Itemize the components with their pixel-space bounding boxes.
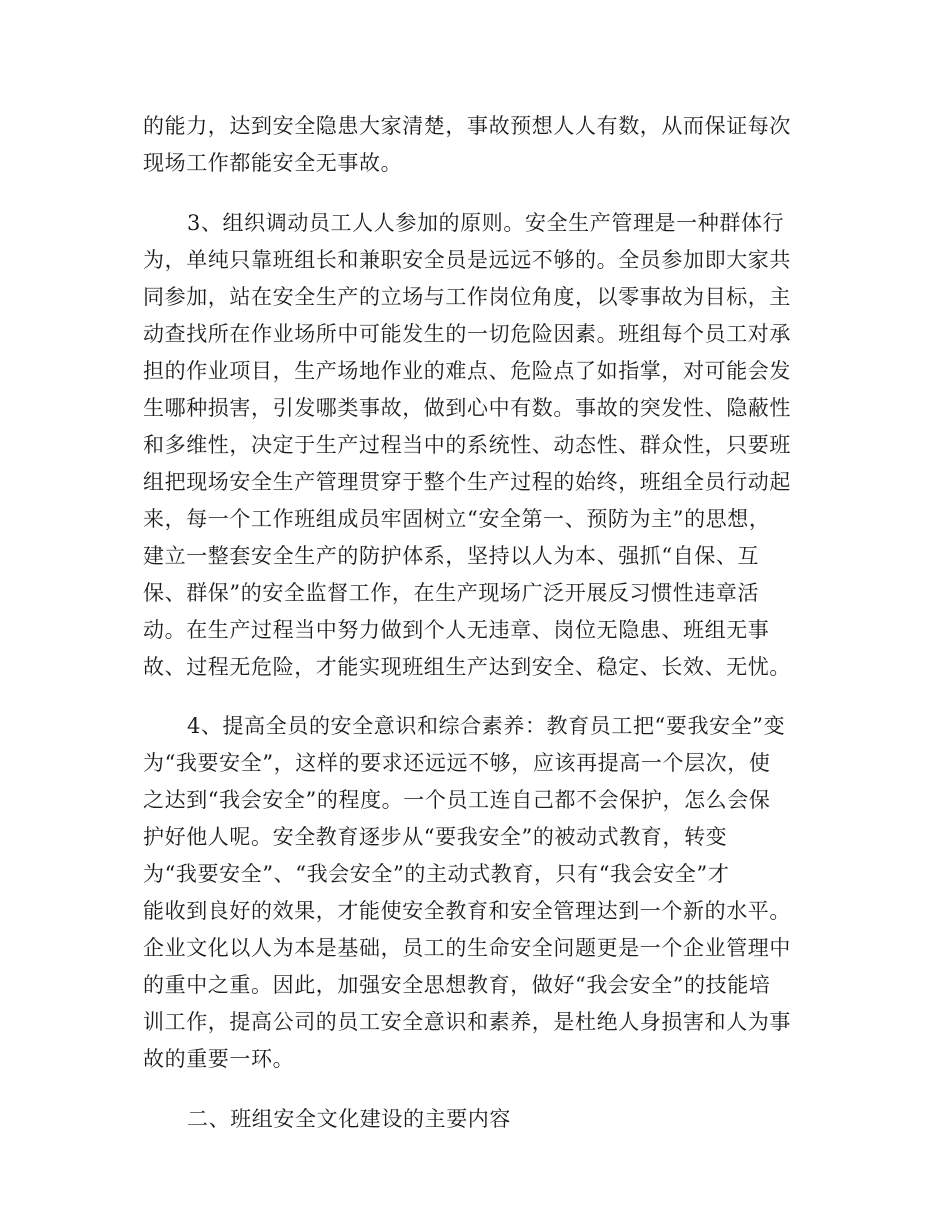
paragraph-line: 企业文化以人为本是基础，员工的生命安全问题更是一个企业管理中: [143, 936, 791, 960]
paragraph-line: 故的重要一环。: [143, 1047, 295, 1071]
paragraph-line: 动。在生产过程当中努力做到个人无违章、岗位无隐患、班组无事: [143, 618, 770, 642]
paragraph-line: 组把现场安全生产管理贯穿于整个生产过程的始终，班组全员行动起: [143, 470, 791, 494]
paragraph-line: 为“我要安全”，这样的要求还远远不够，应该再提高一个层次，使: [143, 751, 771, 775]
paragraph-line: 能收到良好的效果，才能使安全教育和安全管理达到一个新的水平。: [143, 899, 791, 923]
section-heading: 二、班组安全文化建设的主要内容: [187, 1107, 511, 1131]
paragraph-line: 来，每一个工作班组成员牢固树立“安全第一、预防为主”的思想，: [143, 507, 771, 531]
paragraph-line: 动查找所在作业场所中可能发生的一切危险因素。班组每个员工对承: [143, 322, 791, 346]
paragraph-line: 现场工作都能安全无事故。: [143, 151, 403, 175]
paragraph-line: 和多维性，决定于生产过程当中的系统性、动态性、群众性，只要班: [143, 433, 791, 457]
paragraph-line: 训工作，提高公司的员工安全意识和素养，是杜绝人身损害和人为事: [143, 1010, 791, 1034]
paragraph-line: 的重中之重。因此，加强安全思想教育，做好“我会安全”的技能培: [143, 973, 771, 997]
paragraph-line: 之达到“我会安全”的程度。一个员工连自己都不会保护，怎么会保: [143, 788, 771, 812]
paragraph-line: 护好他人呢。安全教育逐步从“要我安全”的被动式教育，转变: [143, 825, 728, 849]
paragraph-line: 建立一整套安全生产的防护体系，坚持以人为本、强抓“自保、互: [143, 544, 760, 568]
paragraph-line: 担的作业项目，生产场地作业的难点、危险点了如指掌，对可能会发: [143, 359, 791, 383]
paragraph-line: 为“我要安全”、“我会安全”的主动式教育，只有“我会安全”才: [143, 862, 730, 886]
paragraph-line: 为，单纯只靠班组长和兼职安全员是远远不够的。全员参加即大家共: [143, 248, 791, 272]
paragraph-4-first-line: 4、提高全员的安全意识和综合素养：教育员工把“要我安全”变: [187, 714, 786, 738]
paragraph-line: 保、群保”的安全监督工作，在生产现场广泛开展反习惯性违章活: [143, 581, 760, 605]
paragraph-3-first-line: 3、组织调动员工人人参加的原则。安全生产管理是一种群体行: [187, 211, 785, 235]
paragraph-line: 故、过程无危险，才能实现班组生产达到安全、稳定、长效、无忧。: [143, 655, 791, 679]
paragraph-line: 同参加，站在安全生产的立场与工作岗位角度，以零事故为目标，主: [143, 285, 791, 309]
paragraph-line: 的能力，达到安全隐患大家清楚，事故预想人人有数，从而保证每次: [143, 114, 791, 138]
paragraph-line: 生哪种损害，引发哪类事故，做到心中有数。事故的突发性、隐蔽性: [143, 396, 791, 420]
